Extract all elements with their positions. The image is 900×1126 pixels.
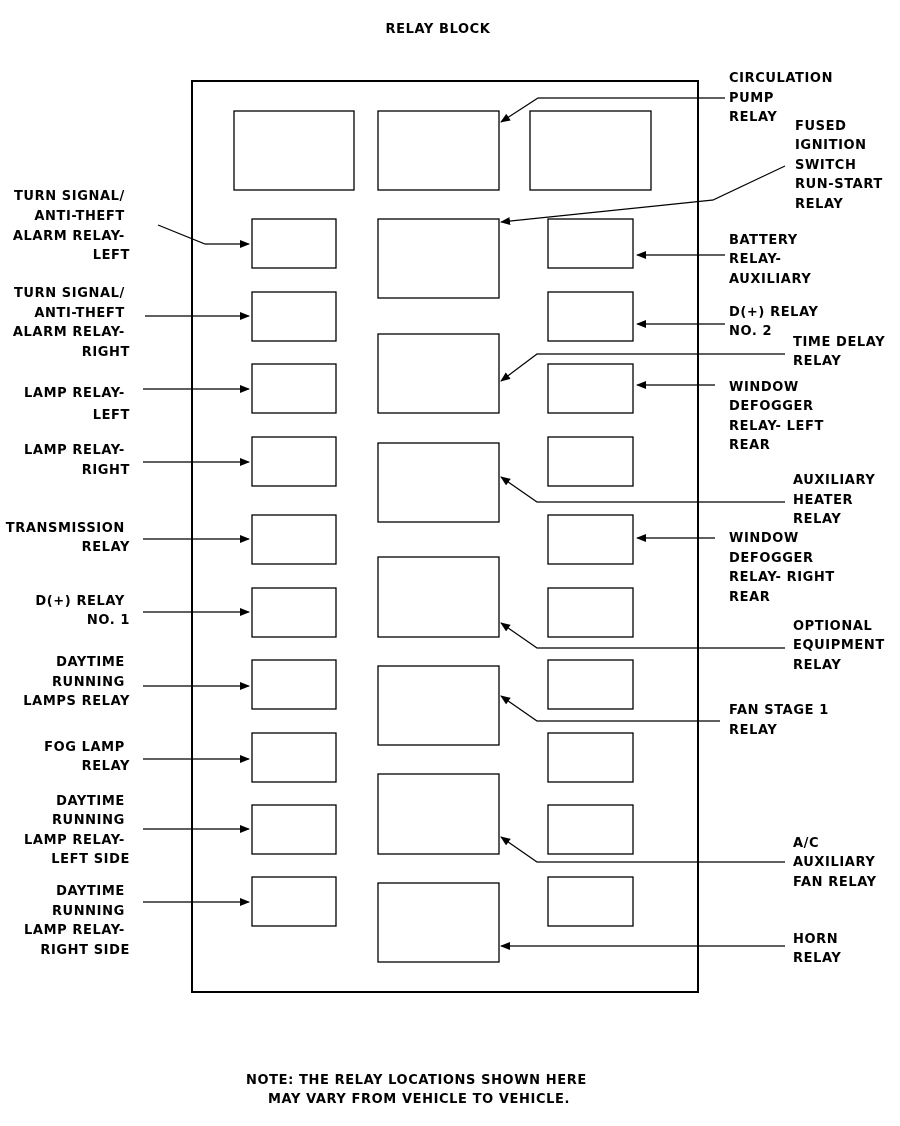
relay-slot-left-8 — [252, 733, 336, 782]
relay-slot-center-7 — [378, 883, 499, 962]
relay-slot-center-2 — [378, 334, 499, 413]
relay-slot-left-5 — [252, 515, 336, 564]
relay-slot-center-5 — [378, 666, 499, 745]
relay-slot-right-1 — [548, 219, 633, 268]
diagram-title: RELAY BLOCK — [385, 22, 491, 37]
relay-slot-right-5 — [548, 515, 633, 564]
footer-note: NOTE: THE RELAY LOCATIONS SHOWN HERE MAY VARY FROM VEHICLE TO VEHICLE. — [246, 1073, 587, 1107]
relay-slot-center-6 — [378, 774, 499, 854]
label-transmission-relay: TRANSMISSION RELAY — [5, 521, 130, 555]
relay-slot-right-4 — [548, 437, 633, 486]
relay-slot-right-7 — [548, 660, 633, 709]
label-drl-left-side: DAYTIME RUNNING LAMP RELAY- LEFT SIDE — [24, 794, 130, 867]
label-lamp-relay-right: LAMP RELAY- RIGHT — [24, 443, 130, 478]
label-horn-relay: HORN RELAY — [793, 932, 842, 966]
relay-slot-left-2 — [252, 292, 336, 341]
relay-slot-left-4 — [252, 437, 336, 486]
label-fused-ignition-relay: FUSED IGNITION SWITCH RUN-START RELAY — [795, 119, 883, 212]
label-drl-right-side: DAYTIME RUNNING LAMP RELAY- RIGHT SIDE — [24, 884, 130, 958]
label-window-defogger-left: WINDOW DEFOGGER RELAY- LEFT REAR — [729, 380, 824, 453]
label-turn-signal-left: TURN SIGNAL/ ANTI-THEFT ALARM RELAY- LEFT — [12, 189, 130, 263]
label-time-delay-relay: TIME DELAY RELAY — [793, 335, 886, 369]
label-drl-relay: DAYTIME RUNNING LAMPS RELAY — [23, 655, 130, 709]
relay-slot-left-3 — [252, 364, 336, 413]
label-aux-heater-relay: AUXILIARY HEATER RELAY — [793, 473, 876, 527]
leader-time-delay-relay — [501, 354, 785, 381]
leader-optional-equipment-relay — [501, 623, 785, 648]
relay-slot-right-8 — [548, 733, 633, 782]
label-window-defogger-right: WINDOW DEFOGGER RELAY- RIGHT REAR — [729, 531, 835, 605]
relay-slot-center-3 — [378, 443, 499, 522]
relay-slot-top-center — [378, 111, 499, 190]
label-battery-relay-aux: BATTERY RELAY- AUXILIARY — [729, 233, 812, 287]
relay-slot-left-10 — [252, 877, 336, 926]
relay-slot-top-left — [234, 111, 354, 190]
relay-slot-left-9 — [252, 805, 336, 854]
label-optional-equipment-relay: OPTIONAL EQUIPMENT RELAY — [793, 619, 885, 673]
relay-slot-right-6 — [548, 588, 633, 637]
label-lamp-relay-left: LAMP RELAY- LEFT — [24, 386, 130, 423]
relay-slot-right-10 — [548, 877, 633, 926]
label-turn-signal-right: TURN SIGNAL/ ANTI-THEFT ALARM RELAY- RIGHT — [12, 286, 130, 360]
label-fan-stage-1-relay: FAN STAGE 1 RELAY — [729, 703, 829, 738]
relay-slot-right-9 — [548, 805, 633, 854]
relay-slot-right-3 — [548, 364, 633, 413]
relay-slot-center-1 — [378, 219, 499, 298]
label-circulation-pump-relay: CIRCULATION PUMP RELAY — [729, 71, 834, 125]
relay-slot-left-1 — [252, 219, 336, 268]
label-fog-lamp-relay: FOG LAMP RELAY — [44, 740, 130, 774]
label-d-plus-relay-2: D(+) RELAY NO. 2 — [729, 305, 819, 339]
relay-slot-center-4 — [378, 557, 499, 637]
relay-slot-left-6 — [252, 588, 336, 637]
relay-slot-top-right — [530, 111, 651, 190]
label-d-plus-relay-1: D(+) RELAY NO. 1 — [35, 594, 130, 628]
relay-slot-left-7 — [252, 660, 336, 709]
leader-turn-signal-left — [158, 225, 249, 244]
label-ac-aux-fan-relay: A/C AUXILIARY FAN RELAY — [793, 836, 877, 890]
leader-aux-heater-relay — [501, 477, 785, 502]
relay-slot-right-2 — [548, 292, 633, 341]
leader-ac-aux-fan-relay — [501, 837, 785, 862]
